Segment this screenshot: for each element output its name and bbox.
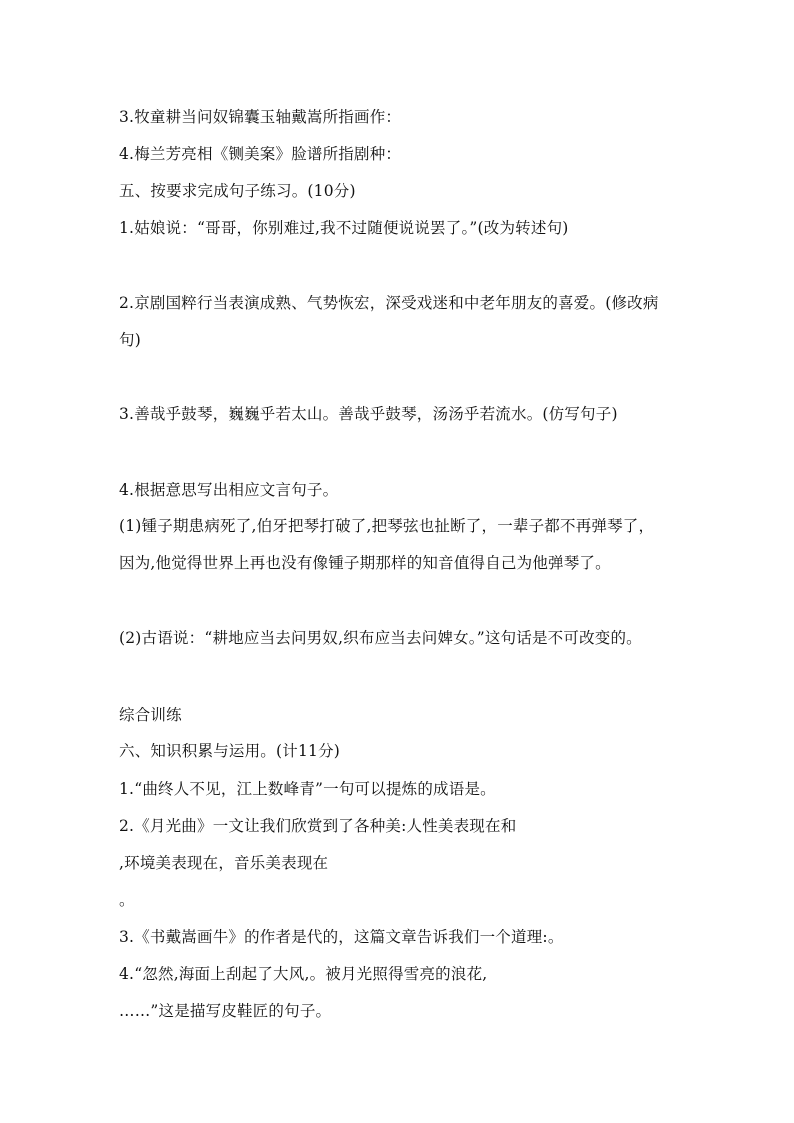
sentence-3-imitation: 3.善哉乎鼓琴，巍巍乎若太山。善哉乎鼓琴，汤汤乎若流水。(仿写句子) xyxy=(119,405,618,423)
knowledge-question-4: 4.“忽然,海面上刮起了大风,。被月光照得雪亮的浪花, xyxy=(119,965,488,983)
comprehensive-training-heading: 综合训练 xyxy=(119,706,182,724)
sentence-1-reported-speech: 1.姑娘说：“哥哥，你别难过,我不过随便说说罢了。”(改为转述句) xyxy=(119,219,569,237)
sentence-4-item-2: (2)古语说：“耕地应当去问男奴,织布应当去问婢女。”这句话是不可改变的。 xyxy=(119,629,642,647)
knowledge-question-4-continuation: ……”这是描写皮鞋匠的句子。 xyxy=(119,1002,332,1020)
sentence-4-classical-chinese: 4.根据意思写出相应文言句子。 xyxy=(119,481,339,499)
knowledge-question-1: 1.“曲终人不见，江上数峰青”一句可以提炼的成语是。 xyxy=(119,780,496,798)
knowledge-question-2: 2.《月光曲》一文让我们欣赏到了各种美:人性美表现在和 xyxy=(119,817,517,835)
section-6-heading: 六、知识积累与运用。(计11分) xyxy=(119,742,341,760)
question-3-painting: 3.牧童耕当问奴锦囊玉轴戴嵩所指画作： xyxy=(119,108,402,126)
sentence-4-item-1-continuation: 因为,他觉得世界上再也没有像锺子期那样的知音值得自己为他弹琴了。 xyxy=(119,554,611,572)
sentence-2-continuation: 句) xyxy=(119,331,141,349)
knowledge-question-2-continuation: ,环境美表现在，音乐美表现在 xyxy=(119,854,329,872)
question-4-opera-genre: 4.梅兰芳亮相《铡美案》脸谱所指剧种： xyxy=(119,145,402,163)
knowledge-question-3: 3.《书戴嵩画牛》的作者是代的，这篇文章告诉我们一个道理:。 xyxy=(119,928,564,946)
knowledge-question-2-ending: 。 xyxy=(119,891,135,909)
sentence-4-item-1: (1)锺子期患病死了,伯牙把琴打破了,把琴弦也扯断了，一辈子都不再弹琴了， xyxy=(119,517,655,535)
sentence-2-correct-error: 2.京剧国粹行当表演成熟、气势恢宏，深受戏迷和中老年朋友的喜爱。(修改病 xyxy=(119,294,659,312)
section-5-heading: 五、按要求完成句子练习。(10分) xyxy=(119,182,356,200)
